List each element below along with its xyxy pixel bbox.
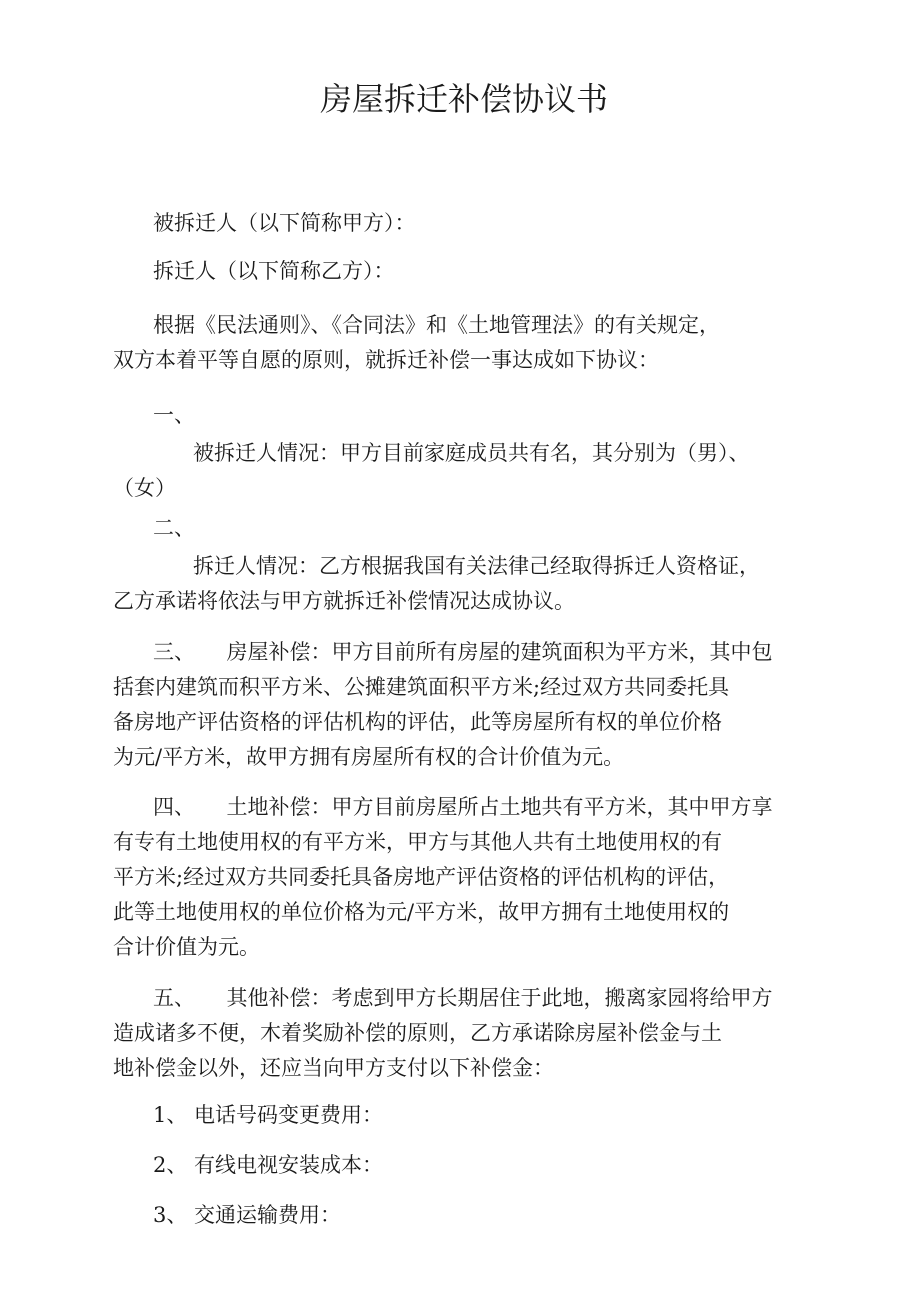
paragraph-p8 (113, 635, 815, 775)
paragraph-p3 (113, 308, 815, 378)
paragraph-p1 (113, 206, 815, 241)
paragraph-p9 (113, 790, 815, 965)
text-line: 为元/平方米，故甲方拥有房屋所有权的合计价值为元。 (113, 745, 625, 769)
paragraph-p13 (113, 1198, 815, 1233)
text-line: 乙方承诺将依法与甲方就拆迁补偿情况达成协议。 (113, 589, 575, 613)
text-line: 五、 其他补偿：考虑到甲方长期居住于此地，搬离家园将给甲方 (153, 986, 773, 1010)
text-line: 二、 (153, 516, 195, 540)
paragraph-p5 (113, 436, 815, 506)
text-line: 拆迁人（以下简称乙方）： (153, 259, 395, 283)
text-line: 有专有土地使用权的有平方米，甲方与其他人共有土地使用权的有 (113, 830, 722, 854)
text-line: 被拆迁人（以下简称甲方）： (153, 211, 416, 235)
text-line: 合计价值为元。 (113, 935, 260, 959)
paragraph-p10 (113, 981, 815, 1086)
text-line: 一、 (153, 403, 195, 427)
text-line: 双方本着平等自愿的原则，就拆迁补偿一事达成如下协议： (113, 348, 659, 372)
document-body (113, 206, 815, 1233)
text-line: 被拆迁人情况：甲方目前家庭成员共有名，其分别为（男）、 (193, 441, 750, 465)
text-line: 四、 土地补偿：甲方目前房屋所占土地共有平方米，其中甲方享 (153, 795, 773, 819)
paragraph-p2 (113, 254, 815, 289)
text-line: 括套内建筑而积平方米、公摊建筑面积平方米;经过双方共同委托具 (113, 675, 730, 699)
text-line: 根据《民法通则》、《合同法》和《土地管理法》的有关规定， (153, 313, 720, 337)
paragraph-p6 (113, 511, 815, 546)
text-line: 1、 电话号码变更费用： (153, 1103, 384, 1127)
text-line: 造成诸多不便，木着奖励补偿的原则，乙方承诺除房屋补偿金与土 (113, 1021, 722, 1045)
text-line: 平方米;经过双方共同委托具备房地产评估资格的评估机构的评估， (113, 865, 730, 889)
paragraph-p7 (113, 549, 815, 619)
text-line: （女） (113, 476, 176, 500)
text-line: 3、 交通运输费用： (153, 1203, 342, 1227)
document-title: 房屋拆迁补偿协议书 (319, 80, 608, 118)
text-line: 地补偿金以外，还应当向甲方支付以下补偿金： (113, 1056, 554, 1080)
paragraph-p4 (113, 398, 815, 433)
text-line: 此等土地使用权的单位价格为元/平方米，故甲方拥有土地使用权的 (113, 900, 730, 924)
text-line: 三、 房屋补偿：甲方目前所有房屋的建筑面积为平方米，其中包 (153, 640, 773, 664)
text-line: 2、 有线电视安装成本： (153, 1153, 384, 1177)
text-line: 拆迁人情况：乙方根据我国有关法律己经取得拆迁人资格证， (193, 554, 760, 578)
paragraph-p12 (113, 1148, 815, 1183)
text-line: 备房地产评估资格的评估机构的评估，此等房屋所有权的单位价格 (113, 710, 722, 734)
paragraph-p11 (113, 1098, 815, 1133)
